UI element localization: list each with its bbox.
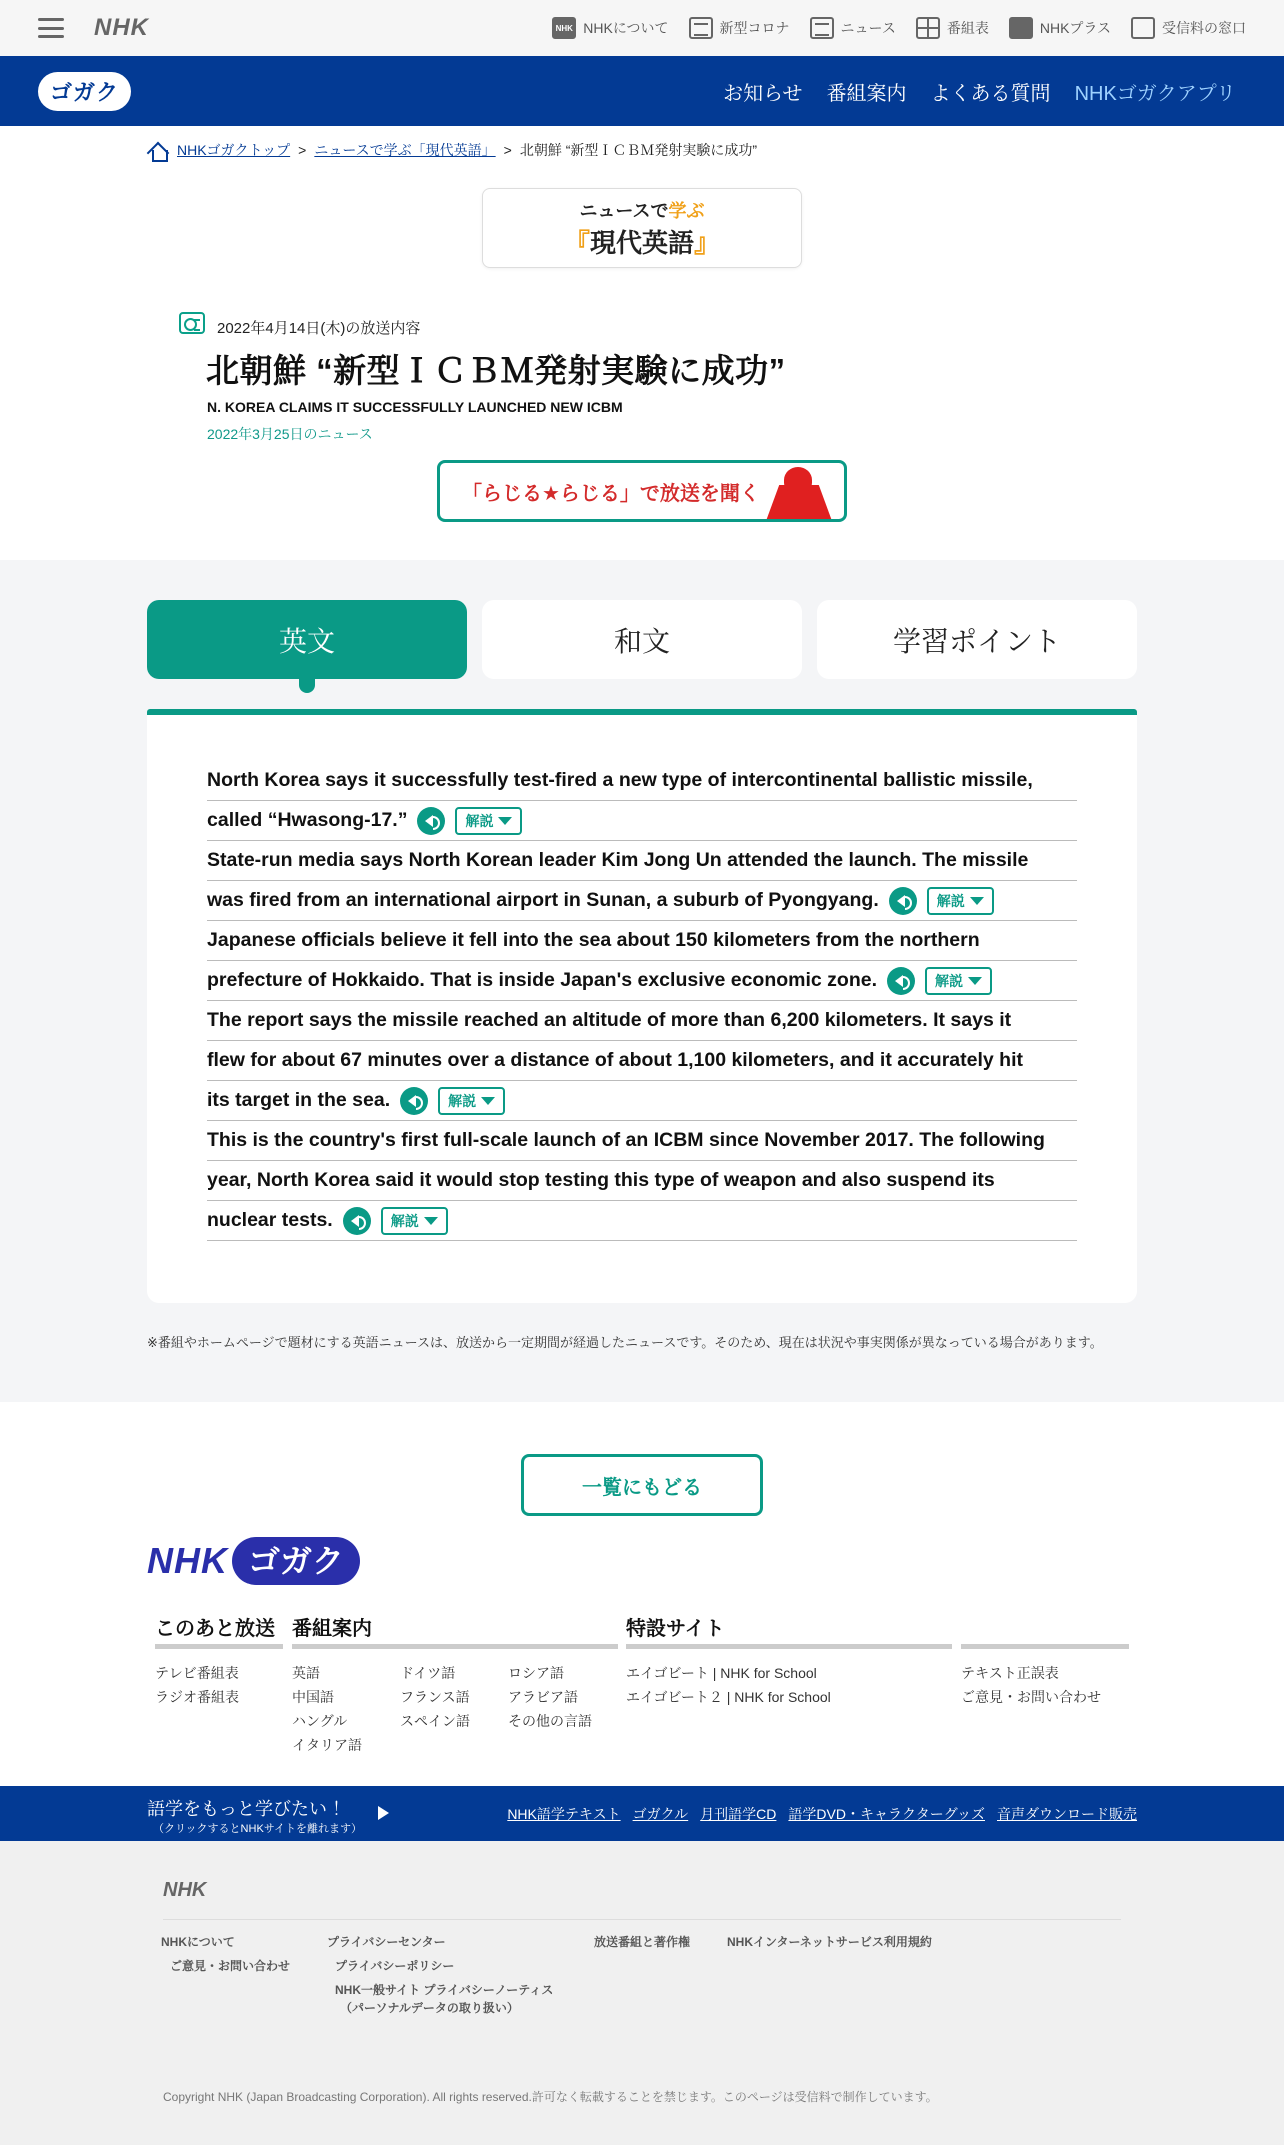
news-date: 2022年3月25日のニュース: [207, 426, 373, 442]
sentence-text: flew for about 67 minutes over a distance of about 1,100 kilometers, and it accurately hit: [207, 1049, 1023, 1071]
promo-bar: [0, 1786, 1284, 1841]
sentence-text: Japanese officials believe it fell into the sea about 150 kilometers from the northern: [207, 929, 980, 951]
footer-link[interactable]: ハングル: [292, 1713, 348, 1729]
sentence-text: was fired from an international airport in Sunan, a suburb of Pyongyang.: [207, 889, 879, 911]
sentence-text: year, North Korea said it would stop testing this type of weapon and also suspend its: [207, 1169, 995, 1191]
nhk-logo[interactable]: NHK: [94, 14, 149, 41]
copyright-text: Copyright NHK (Japan Broadcasting Corporation). All rights reserved.許可なく転載することを禁じます。このページは受信料で制作しています。: [163, 2090, 938, 2104]
footer-link[interactable]: ラジオ番組表: [155, 1689, 239, 1705]
footer-link[interactable]: アラビア語: [508, 1689, 578, 1705]
footer-col-title: このあと放送: [155, 1618, 275, 1640]
footer-link[interactable]: フランス語: [400, 1689, 470, 1705]
nhkplus-icon: [1009, 17, 1033, 39]
text-line: [207, 1041, 1077, 1081]
back-to-list-button[interactable]: 一覧にもどる: [521, 1454, 763, 1516]
text-line: [207, 1161, 1077, 1201]
breadcrumb: [147, 140, 757, 160]
explanation-button[interactable]: [381, 1207, 448, 1235]
footer-col-schedule: [155, 1612, 283, 1709]
footer-link[interactable]: テレビ番組表: [155, 1665, 239, 1681]
footer-link[interactable]: 英語: [292, 1665, 320, 1681]
tab-japanese[interactable]: 和文: [482, 600, 802, 679]
footer-col-title: 特設サイト: [626, 1618, 725, 1640]
program-logo-line1: [579, 197, 704, 223]
text-line: [207, 1001, 1077, 1041]
explanation-label: 解説: [936, 892, 965, 909]
text-line: [207, 1121, 1077, 1161]
program-logo-text: ニュースで: [579, 200, 669, 221]
nav-news[interactable]: お知らせ: [723, 82, 803, 105]
utility-bar: [0, 0, 1284, 56]
article-title-en: N. KOREA CLAIMS IT SUCCESSFULLY LAUNCHED NEW ICBM: [207, 399, 623, 415]
footer-link[interactable]: テキスト正誤表: [961, 1665, 1059, 1681]
menu-icon[interactable]: [38, 18, 64, 38]
explanation-label: 解説: [935, 972, 964, 989]
explanation-button[interactable]: [927, 887, 994, 915]
promo-link[interactable]: 語学DVD・キャラクターグッズ: [788, 1805, 985, 1822]
explanation-label: 解説: [390, 1212, 419, 1229]
sentence-text: prefecture of Hokkaido. That is inside Japan's exclusive economic zone.: [207, 969, 878, 991]
nav-app[interactable]: NHKゴガクアプリ: [1074, 82, 1236, 105]
utility-link-nhkplus[interactable]: [1009, 17, 1111, 39]
footer-link[interactable]: ご意見・お問い合わせ: [961, 1689, 1101, 1705]
speaker-icon[interactable]: [343, 1207, 371, 1235]
nav-faq[interactable]: よくある質問: [930, 82, 1051, 105]
utility-link-fee[interactable]: [1131, 17, 1246, 39]
text-line: [207, 881, 1077, 921]
broadcast-date: 2022年4月14日(木)の放送内容: [217, 320, 421, 337]
explanation-button[interactable]: [438, 1087, 505, 1115]
footer-col-title: 番組案内: [292, 1618, 372, 1640]
article-title: 北朝鮮 “新型ＩＣＢＭ発射実験に成功”: [206, 352, 786, 389]
promo-subtitle: （クリックするとNHKサイトを離れます）: [153, 1823, 363, 1835]
footer-col-special: [626, 1612, 952, 1709]
speaker-icon[interactable]: [887, 967, 915, 995]
footer-link[interactable]: エイゴビート２ | NHK for School: [626, 1689, 831, 1705]
text-line: [207, 841, 1077, 881]
sentence-text: This is the country's first full-scale launch of an ICBM since November 2017. The following: [207, 1129, 1045, 1151]
footer-link-privacy-notice[interactable]: NHK一般サイト プライバシーノーティス: [335, 1983, 554, 1997]
program-logo-accent: 学ぶ: [668, 200, 705, 221]
sentence-text: North Korea says it successfully test-fired a new type of intercontinental ballistic missile,: [207, 769, 1033, 791]
promo-links: [507, 1786, 1137, 1841]
footer-logo-nhk: NHK: [147, 1540, 228, 1581]
footer-link-privacy-center[interactable]: プライバシーセンター: [327, 1935, 446, 1949]
utility-link-label: NHKプラス: [1039, 20, 1111, 36]
footer-nhk-logo[interactable]: NHK: [163, 1879, 207, 1901]
mascot-image: [762, 465, 832, 521]
utility-link-label: 受信料の窓口: [1162, 20, 1246, 36]
footer-link[interactable]: その他の言語: [508, 1713, 592, 1729]
footer-link[interactable]: 中国語: [292, 1689, 334, 1705]
fee-icon: [1131, 17, 1155, 39]
tab-english[interactable]: 英文: [147, 600, 467, 679]
explanation-label: 解説: [448, 1092, 477, 1109]
breadcrumb-separator: >: [298, 142, 307, 158]
breadcrumb-home[interactable]: NHKゴガクトップ: [177, 142, 291, 158]
utility-nav: [552, 0, 1246, 56]
footer-link[interactable]: ロシア語: [508, 1665, 564, 1681]
main-nav: [723, 56, 1236, 126]
promo-link[interactable]: ゴガクル: [632, 1805, 689, 1822]
footer-logo-gogaku: ゴガク: [232, 1537, 360, 1585]
text-line: [207, 801, 1077, 841]
footer-link-terms[interactable]: NHKインターネットサービス利用規約: [727, 1935, 932, 1949]
footer-link-privacy-policy[interactable]: プライバシーポリシー: [335, 1959, 455, 1973]
footer-link-about[interactable]: NHKについて: [161, 1935, 235, 1949]
utility-link-schedule[interactable]: [916, 17, 989, 39]
footer-link[interactable]: エイゴビート | NHK for School: [626, 1665, 817, 1681]
explanation-button[interactable]: [925, 967, 992, 995]
utility-link-about[interactable]: [552, 17, 668, 39]
sentence-text: called “Hwasong-17.”: [207, 809, 408, 831]
speaker-icon[interactable]: [889, 887, 917, 915]
sentence-text: The report says the missile reached an altitude of more than 6,200 kilometers. It says it: [207, 1009, 1012, 1031]
nav-programs[interactable]: 番組案内: [826, 82, 907, 105]
footer-col-title: [961, 1612, 1129, 1644]
listen-button-label: 「らじる★らじる」で放送を聞く: [462, 482, 760, 505]
sentence-text: nuclear tests.: [207, 1209, 333, 1231]
corona-icon: [689, 17, 713, 39]
footer-col-programs: [292, 1612, 618, 1757]
tab-learning-points[interactable]: 学習ポイント: [817, 600, 1137, 679]
text-line: [207, 761, 1077, 801]
nhk-gogaku-logo[interactable]: [147, 1537, 360, 1585]
site-footer: [0, 1841, 1284, 2145]
home-icon: [147, 140, 169, 160]
nhk-icon: NHK: [552, 17, 576, 39]
text-line: [207, 961, 1077, 1001]
listen-radiru-button[interactable]: [437, 460, 847, 522]
footer-link-privacy-notice-sub: （パーソナルデータの取り扱い）: [340, 2001, 519, 2015]
promo-link[interactable]: 月刊語学CD: [700, 1805, 777, 1822]
footer-link-copyright[interactable]: 放送番組と著作権: [594, 1935, 691, 1949]
footer-link-contact[interactable]: ご意見・お問い合わせ: [170, 1959, 291, 1973]
speaker-icon[interactable]: [400, 1087, 428, 1115]
text-line: [207, 1081, 1077, 1121]
english-text: [207, 761, 1077, 1241]
speaker-icon[interactable]: [417, 807, 445, 835]
news-icon: [810, 17, 834, 39]
promo-link[interactable]: NHK語学テキスト: [507, 1805, 621, 1822]
footer-divider: [163, 1919, 1121, 1920]
footer-col-support: [961, 1612, 1129, 1709]
promo-link[interactable]: 音声ダウンロード販売: [997, 1805, 1137, 1822]
program-logo-line2: 『現代英語』: [563, 227, 721, 258]
play-arrow-icon[interactable]: [378, 1806, 389, 1820]
utility-link-corona[interactable]: [689, 17, 790, 39]
program-logo-title: 現代英語: [589, 227, 694, 258]
breadcrumb-separator: >: [503, 142, 512, 158]
text-line: [207, 1201, 1077, 1241]
sentence-text: its target in the sea.: [207, 1089, 391, 1111]
radio-icon: [179, 312, 205, 334]
gogaku-logo[interactable]: ゴガク: [38, 72, 131, 111]
utility-link-label: 新型コロナ: [719, 20, 790, 36]
utility-link-label: 番組表: [946, 20, 989, 36]
utility-link-news[interactable]: [810, 17, 896, 39]
footer-link[interactable]: スペイン語: [400, 1713, 470, 1729]
text-line: [207, 921, 1077, 961]
schedule-icon: [916, 17, 940, 39]
footer-link[interactable]: イタリア語: [292, 1737, 362, 1753]
explanation-button[interactable]: [455, 807, 522, 835]
sentence-text: State-run media says North Korean leader Kim Jong Un attended the launch. The missile: [207, 849, 1029, 871]
promo-title[interactable]: 語学をもっと学びたい ！: [147, 1799, 350, 1819]
site-header: [0, 56, 1284, 126]
breadcrumb-current: 北朝鮮 “新型ＩＣＢＭ発射実験に成功”: [519, 142, 758, 158]
utility-link-label: NHKについて: [583, 20, 669, 36]
footer-link[interactable]: ドイツ語: [400, 1665, 456, 1681]
explanation-label: 解説: [465, 812, 494, 829]
program-logo[interactable]: [482, 188, 802, 268]
breadcrumb-section[interactable]: ニュースで学ぶ「現代英語」: [314, 142, 496, 158]
footnote: ※番組やホームページで題材にする英語ニュースは、放送から一定期間が経過したニュースです。そのため、現在は状況や事実関係が異なっている場合があります。: [147, 1335, 1103, 1350]
utility-link-label: ニュース: [840, 20, 896, 36]
